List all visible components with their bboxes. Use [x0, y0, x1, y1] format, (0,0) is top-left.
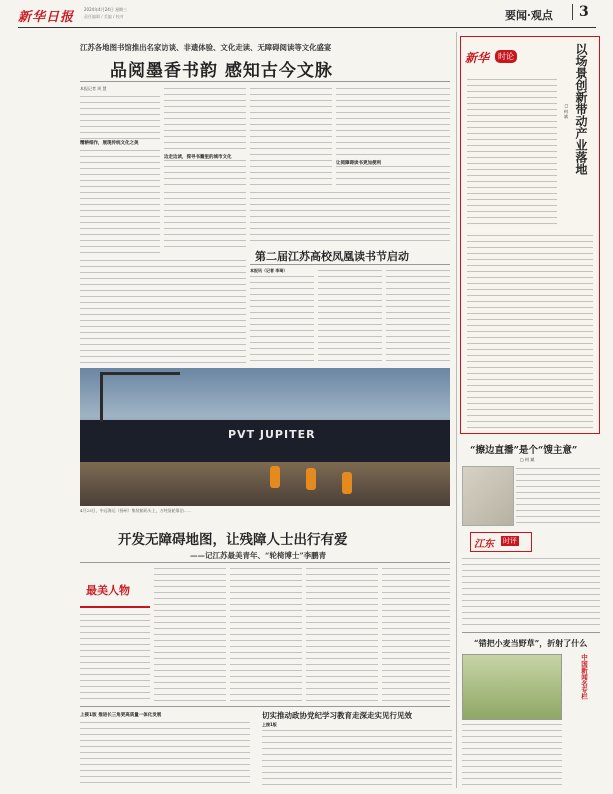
lead-body-col-3 — [250, 86, 332, 186]
masthead-rule — [18, 27, 596, 28]
crane — [100, 372, 103, 422]
livestream-illustration — [462, 466, 514, 526]
festival-rule — [250, 264, 450, 265]
lead-body-col-1 — [80, 94, 160, 254]
lead-body-col-1b — [164, 190, 246, 250]
barrier-body-1 — [80, 612, 150, 702]
wheat-brand-box — [564, 654, 600, 734]
masthead-logo: 新华日报 — [18, 10, 75, 25]
livestream-body-side — [516, 466, 600, 524]
festival-headline: 第二届江苏高校凤凰读书节启动 — [255, 250, 409, 263]
barrier-headline: 开发无障碍地图，让残障人士出行有爱 — [118, 532, 348, 548]
bottom-rule — [80, 706, 450, 707]
wheat-body — [462, 722, 562, 786]
column-badge-box — [80, 576, 150, 608]
section-title: 要闻·观点 — [505, 9, 553, 22]
wheat-illustration — [462, 654, 562, 720]
barrier-body-4 — [306, 566, 378, 702]
editorial-badge-left: 新华 — [465, 51, 490, 65]
bottom-item-2-body — [262, 728, 452, 786]
barrier-subhead: ——记江苏最美青年、“轮椅博士”李鹏青 — [190, 551, 327, 560]
main-column-rule — [456, 32, 457, 788]
editorial-body — [467, 233, 593, 429]
lead-headline-rule — [80, 81, 450, 82]
barrier-body-3 — [230, 566, 302, 702]
lead-headline: 品阅墨香书韵 感知古今文脉 — [110, 61, 333, 81]
bottom-item-1-body — [80, 720, 250, 786]
lead-subhead-3: 让阅障碍读书更加便利 — [336, 160, 450, 166]
livestream-badge — [470, 532, 532, 552]
festival-body-2 — [318, 268, 382, 364]
barrier-rule — [80, 562, 450, 563]
lead-byline: 本报记者 周 慧 — [80, 86, 107, 91]
masthead — [0, 0, 613, 28]
editorial-badge-right: 时论 — [495, 50, 517, 63]
lead-kicker: 江苏各地图书馆推出名家访谈、非遗体验、文化走读、无障碍阅读等文化盛宴 — [80, 43, 332, 52]
lead-subhead-1: 精耕细作，展现传统文化之美 — [80, 140, 160, 146]
ship-name: PVT JUPITER — [228, 428, 316, 441]
page-number: 3 — [572, 4, 589, 20]
wheat-title: “错把小麦当野草”，折射了什么 — [474, 638, 588, 648]
lead-body-col-1c — [250, 190, 450, 242]
editorial-body-top — [467, 77, 557, 227]
livestream-title: “擦边直播”是个“馊主意” — [470, 445, 578, 456]
livestream-body — [462, 556, 600, 626]
lead-subhead-2: 边走边读，探寻书籍里的城市文化 — [164, 154, 246, 160]
editorial-badge — [465, 47, 527, 69]
bottom-item-1: 上接1版 推进长三角更高质量一体化发展 — [80, 713, 162, 718]
masthead-editors: 责任编辑 / 美编 / 校对 — [84, 14, 124, 19]
bottom-item-2: 切实推动政协党纪学习教育走深走实见行见效 — [262, 711, 412, 720]
editorial-box — [460, 36, 600, 434]
festival-body-1 — [250, 274, 314, 364]
festival-body-3 — [386, 268, 450, 364]
right-divider — [462, 632, 600, 633]
ship-hull — [80, 420, 450, 462]
worker-2 — [306, 468, 316, 490]
barrier-body-2 — [154, 566, 226, 702]
editorial-title: 以场景创新带动产业落地 — [574, 43, 588, 175]
livestream-badge-left: 江东 — [474, 539, 494, 550]
lead-body-col-4 — [336, 86, 450, 186]
editorial-author: □ 何 斌 — [564, 103, 569, 119]
photo-caption: 4月23日，中远海运（扬州）集装箱码头上，万吨货轮靠泊…… — [80, 508, 192, 513]
ship-deck — [80, 462, 450, 506]
festival-byline: 本报讯（记者 李琦） — [250, 268, 288, 273]
livestream-author: □ 何 斌 — [520, 457, 535, 462]
worker-3 — [342, 472, 352, 494]
wheat-brand: 中国新闻名专栏 — [580, 654, 588, 700]
bottom-item-2-lead: 上接1版 — [262, 722, 277, 727]
harbor-photo — [80, 368, 450, 506]
lead-body-col-1d — [80, 258, 246, 364]
crane-arm — [100, 372, 180, 375]
livestream-badge-right: 时评 — [503, 537, 517, 545]
lead-body-col-2 — [164, 86, 246, 186]
barrier-body-5 — [382, 566, 450, 702]
worker-1 — [270, 466, 280, 488]
column-badge: 最美人物 — [86, 584, 130, 597]
masthead-date: 2024年4月24日 星期三 — [84, 7, 128, 12]
